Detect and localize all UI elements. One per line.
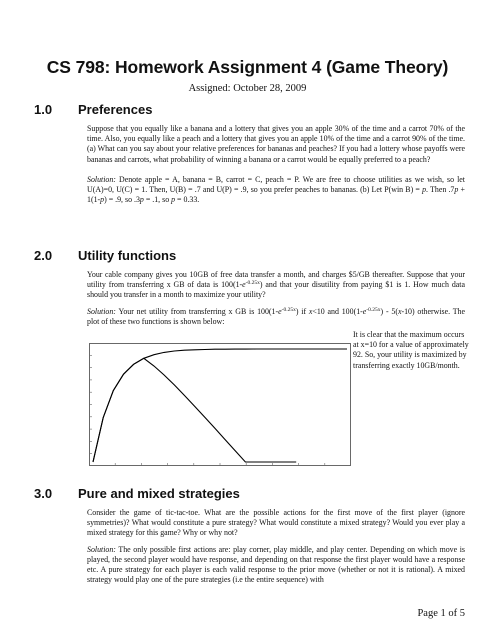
section-body-preferences bbox=[87, 124, 465, 205]
section-heading-preferences bbox=[34, 102, 152, 117]
section-heading-strategies bbox=[34, 486, 240, 501]
page-title: CS 798: Homework Assignment 4 (Game Theory) bbox=[46, 57, 449, 77]
plot-frame bbox=[90, 344, 351, 466]
section-number: 3.0 bbox=[34, 486, 53, 501]
solution-text: Solution: Denote apple = A, banana = B, carrot = C, peach = P. We are free to choose utilities as we wish, so let U(A)=0, U(C) = 1. Then, U(B) = .7 and U(P) = .9, so you prefer peaches to bananas. (b) Let P(win B) = p. Then .7p + 1(1-p) = .9, so .3p = .1, so p = 0.33. bbox=[87, 174, 465, 205]
section-number: 2.0 bbox=[34, 248, 53, 263]
section-title: Utility functions bbox=[78, 248, 177, 263]
section-title: Pure and mixed strategies bbox=[78, 486, 240, 501]
solution-text: Solution: The only possible first actions are: play corner, play middle, and play center. Depending on which move is played, the second player would have response, and depending on that response the first player would have a response etc. A pure strategy for each player is each valid response to the prior move (whether or not it is rational). A mixed strategy would play one of the pure strategies (i.e the entire sequence) with bbox=[87, 544, 465, 585]
solution-text: Solution: Your net utility from transferring x GB is $100(1-e^{-0.25x})$ if x<10 and $100(1-e^{-0.25x}) - 5(x-10)$ otherwise. The plot of these two functions is shown below: bbox=[87, 306, 465, 326]
side-note: It is clear that the maximum occurs at x=10 for a value of approximately 92. So, your utility is maximized by transferring exactly 10GB/month. bbox=[353, 330, 469, 370]
question-text: Suppose that you equally like a banana and a lottery that gives you an apple 30% of the time and a carrot 70% of the time. Also, you equally like a peach and a lottery that gives you an apple 10% of the time and a carrot 90% of the time. (a) What can you say about your relative preferences for bananas and peaches? If you had a lottery whose payoffs were bananas and carrots, what probability of winning a banana or a carrot would be equally preferred to a peach? bbox=[87, 124, 465, 164]
section-heading-utility bbox=[34, 248, 176, 263]
section-number: 1.0 bbox=[34, 102, 53, 117]
section-title: Preferences bbox=[78, 102, 153, 117]
utility-plot bbox=[89, 343, 351, 466]
question-text: Consider the game of tic-tac-toe. What are the possible actions for the first move of the first player (ignore symmetries)? What would constitute a pure strategy? What would constitute a mixed strategy? Would you ever play a mixed strategy for this game? Why or why not? bbox=[87, 508, 465, 538]
page-number: Page 1 of 5 bbox=[417, 608, 465, 619]
section-body-strategies bbox=[87, 508, 465, 585]
assigned-date: Assigned: October 28, 2009 bbox=[188, 83, 307, 94]
section-body-utility bbox=[87, 270, 465, 327]
question-text: Your cable company gives you 10GB of free data transfer a month, and charges $5/GB thereafter. Suppose that your utility from transferring x GB of data is $100(1-e^{-0.25x})$ and that your disutility from paying $1 is 1. How much data should you transfer in a month to maximize your utility? bbox=[87, 270, 466, 300]
